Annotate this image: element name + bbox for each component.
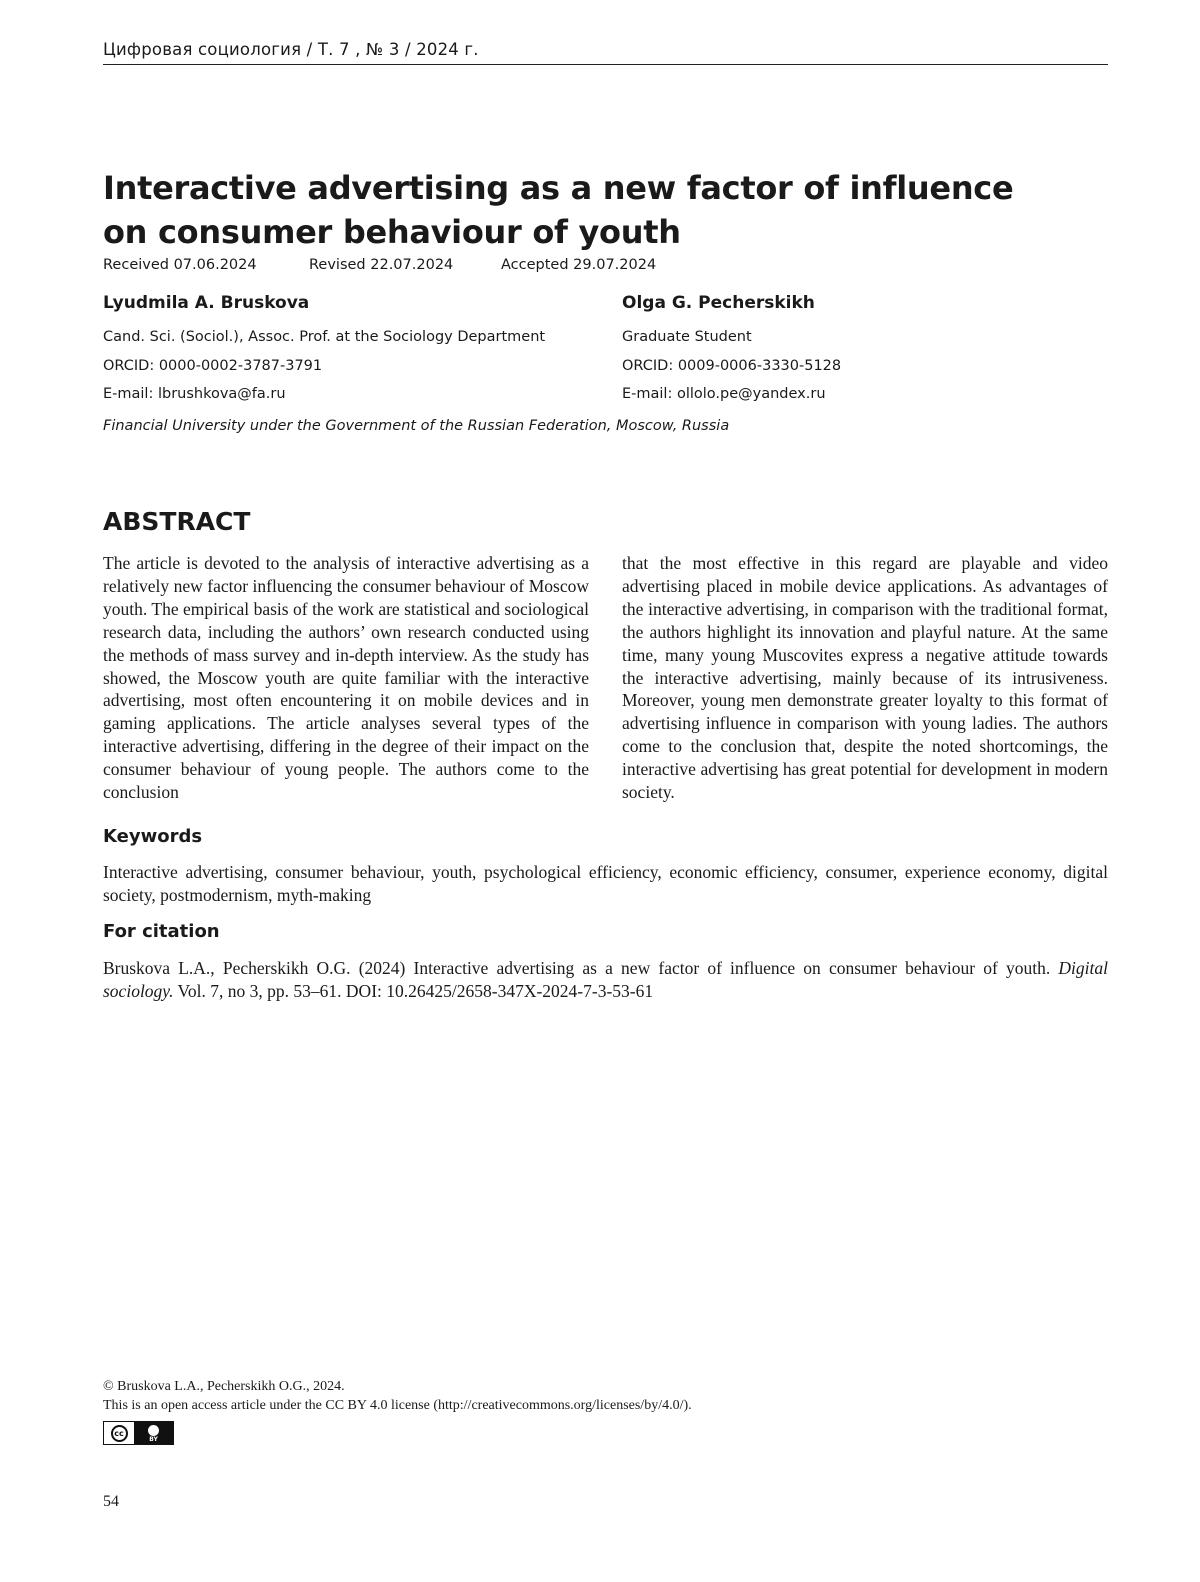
- citation-text: [103, 957, 1108, 1003]
- date-revised: Revised 22.07.2024: [309, 257, 454, 273]
- citation-tail: Vol. 7, no 3, pp. 53–61. DOI: 10.26425/2658-347X-2024-7-3-53-61: [173, 981, 654, 1001]
- date-received: Received 07.06.2024: [103, 257, 257, 273]
- author-name: Lyudmila A. Bruskova: [103, 293, 310, 313]
- author-email: E-mail: ollolo.pe@yandex.ru: [622, 386, 826, 402]
- citation-journal: Digital sociology.: [103, 958, 1108, 1001]
- copyright-line: © Bruskova L.A., Pecherskikh O.G., 2024.: [103, 1379, 345, 1394]
- person-icon: [148, 1425, 159, 1436]
- keywords-text: Interactive advertising, consumer behaviour, youth, psychological efficiency, economic efficiency, consumer, experience economy, digital society, postmodernism, myth-making: [103, 862, 1108, 905]
- author-position: Cand. Sci. (Sociol.), Assoc. Prof. at the Sociology Department: [103, 329, 546, 345]
- article-title-line-1: Interactive advertising as a new factor of influence: [103, 169, 1014, 207]
- page-number: 54: [103, 1493, 119, 1510]
- article-dates: [103, 257, 656, 273]
- article-title-line-2: on consumer behaviour of youth: [103, 213, 681, 251]
- license-line: This is an open access article under the CC BY 4.0 license (http://creativecommons.org/licenses/by/4.0/).: [103, 1398, 692, 1413]
- abstract-column-right: that the most effective in this regard are playable and video advertising placed in mobile device applications. As advantages of the interactive advertising, in comparison with the traditional format, the authors highlight its innovation and playful nature. At the same time, many young Muscovites express a negative attitude towards the interactive advertising, mainly because of its intrusiveness. Moreover, young men demonstrate greater loyalty to this format of advertising influence in comparison with young ladies. The authors come to the conclusion that, despite the noted shortcomings, the interactive advertising has great potential for development in modern society.: [622, 553, 1108, 803]
- cc-glyph: cc: [111, 1425, 128, 1442]
- copyright-notice: [103, 1377, 692, 1415]
- keywords-heading: Keywords: [103, 826, 203, 847]
- author-block-2: [622, 293, 1102, 409]
- article-title: [103, 166, 1083, 254]
- citation-main: Bruskova L.A., Pecherskikh O.G. (2024) Interactive advertising as a new factor of influence on consumer behaviour of youth.: [103, 958, 1051, 978]
- author-name: Olga G. Pecherskikh: [622, 293, 815, 313]
- author-email: E-mail: lbrushkova@fa.ru: [103, 386, 286, 402]
- author-orcid: ORCID: 0009-0006-3330-5128: [622, 357, 842, 374]
- author-block-1: [103, 293, 603, 409]
- by-label: BY: [149, 1435, 158, 1443]
- abstract-column-left: The article is devoted to the analysis of interactive advertising as a relatively new factor influencing the consumer behaviour of Moscow youth. The empirical basis of the work are statistical and sociological research data, including the authors’ own research conducted using the methods of mass survey and in-depth interview. As the study has showed, the Moscow youth are quite familiar with the interactive advertising, most often encountering it on mobile devices and in gaming applications. The article analyses several types of the interactive advertising, differing in the degree of their impact on the consumer behaviour of young people. The authors come to the conclusion: [103, 553, 589, 803]
- citation-heading: For citation: [103, 921, 220, 942]
- affiliation: Financial University under the Government of the Russian Federation, Moscow, Russia: [103, 418, 730, 434]
- abstract-heading: ABSTRACT: [103, 507, 251, 536]
- date-accepted: Accepted 29.07.2024: [501, 257, 657, 273]
- running-header: Цифровая социология / Т. 7 , № 3 / 2024 г.: [103, 40, 1108, 65]
- cc-icon: [104, 1422, 134, 1444]
- author-position: Graduate Student: [622, 329, 752, 345]
- author-orcid: ORCID: 0000-0002-3787-3791: [103, 357, 323, 374]
- by-icon: [134, 1422, 173, 1444]
- cc-by-license-icon[interactable]: [103, 1421, 174, 1445]
